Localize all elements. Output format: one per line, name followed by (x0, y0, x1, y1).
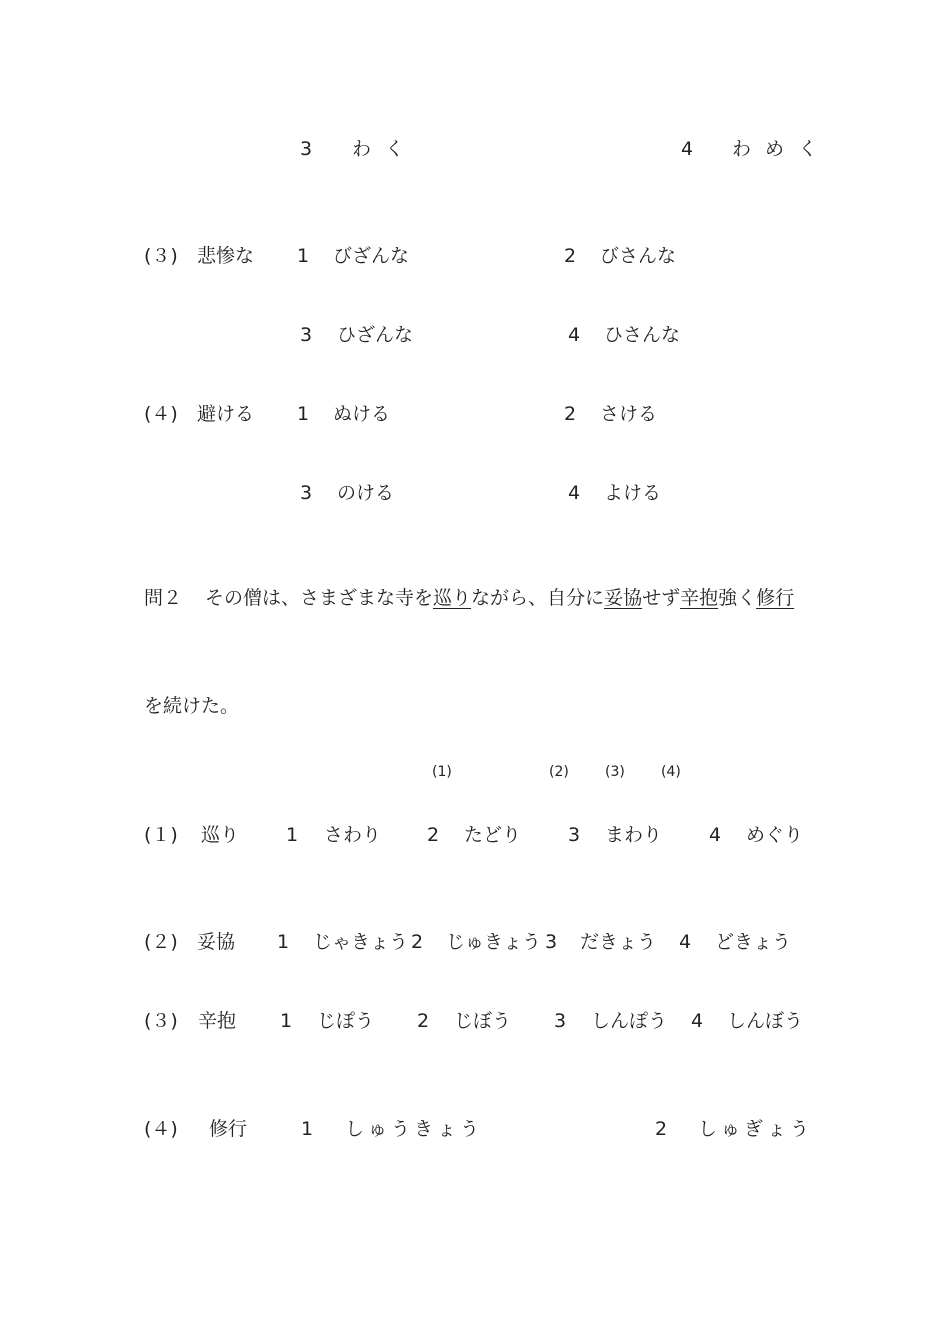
item-word: 妥協 (197, 931, 236, 953)
question-label: 問２ (144, 587, 183, 609)
choice-text: ひさんな (604, 324, 681, 346)
item-number: (４) (144, 1118, 178, 1140)
choice-number: 1 (280, 1010, 293, 1032)
item-word: 悲惨な (197, 245, 255, 267)
choice-text: さける (600, 403, 658, 425)
underlined-word-1: 巡り (433, 587, 472, 609)
choice-number: 3 (300, 324, 313, 346)
underline-marker: (1) (432, 764, 452, 780)
item-number: (２) (144, 931, 178, 953)
choice-text: ひざんな (337, 324, 414, 346)
choice-number: 2 (427, 824, 440, 846)
underlined-word-4: 修行 (756, 587, 795, 609)
choice-text: びざんな (333, 245, 410, 267)
sentence-continuation: を続けた。 (144, 695, 240, 717)
underlined-word-3: 辛抱 (680, 587, 719, 609)
choice-number: 1 (297, 245, 310, 267)
choice-number: 2 (655, 1118, 668, 1140)
underline-marker: (2) (549, 764, 569, 780)
choice-number: 4 (681, 138, 694, 160)
choice-text: しんぽう (591, 1010, 668, 1032)
underline-marker: (3) (605, 764, 625, 780)
choice-number: 1 (297, 403, 310, 425)
choice-text: どきょう (715, 931, 792, 953)
choice-text: ぬける (333, 403, 391, 425)
choice-text: たどり (464, 824, 522, 846)
choice-number: 1 (286, 824, 299, 846)
choice-text: じぼう (454, 1010, 512, 1032)
item-number: (３) (144, 1010, 178, 1032)
choice-number: 4 (709, 824, 722, 846)
choice-text: じゃきょう (313, 931, 409, 953)
sentence-text: せず (642, 587, 681, 609)
choice-text: まわり (605, 824, 663, 846)
choice-text: めぐり (746, 824, 804, 846)
choice-number: 2 (564, 245, 577, 267)
sentence-text: ながら、自分に (471, 587, 605, 609)
choice-text: わ く (352, 138, 409, 160)
choice-number: 3 (300, 138, 313, 160)
choice-text: じぽう (317, 1010, 375, 1032)
item-number: (４) (144, 403, 178, 425)
choice-text: のける (337, 482, 395, 504)
choice-text: わ め く (732, 138, 822, 160)
item-number: (３) (144, 245, 178, 267)
choice-number: 3 (568, 824, 581, 846)
sentence-text: その僧は、さまざまな寺を (205, 587, 434, 609)
choice-number: 3 (300, 482, 313, 504)
item-word: 修行 (209, 1118, 248, 1140)
question-2-sentence (144, 589, 794, 608)
underline-marker: (4) (661, 764, 681, 780)
underlined-word-2: 妥協 (604, 587, 643, 609)
choice-text: しゅぎょう (698, 1118, 814, 1140)
choice-number: 2 (564, 403, 577, 425)
choice-number: 3 (554, 1010, 567, 1032)
choice-number: 4 (568, 482, 581, 504)
choice-number: 2 (411, 931, 424, 953)
choice-number: 4 (691, 1010, 704, 1032)
choice-number: 4 (679, 931, 692, 953)
choice-text: しゅうきょう (345, 1118, 484, 1140)
choice-text: しんぼう (727, 1010, 804, 1032)
item-number: (１) (144, 824, 178, 846)
choice-number: 3 (545, 931, 558, 953)
choice-number: 1 (301, 1118, 314, 1140)
choice-text: さわり (324, 824, 382, 846)
choice-number: 2 (417, 1010, 430, 1032)
choice-number: 4 (568, 324, 581, 346)
item-word: 避ける (197, 403, 255, 425)
choice-text: だきょう (580, 931, 657, 953)
choice-text: びさんな (600, 245, 677, 267)
item-word: 辛抱 (198, 1010, 237, 1032)
choice-number: 1 (277, 931, 290, 953)
sentence-text: 強く (718, 587, 757, 609)
choice-text: よける (604, 482, 662, 504)
choice-text: じゅきょう (446, 931, 542, 953)
item-word: 巡り (201, 824, 240, 846)
